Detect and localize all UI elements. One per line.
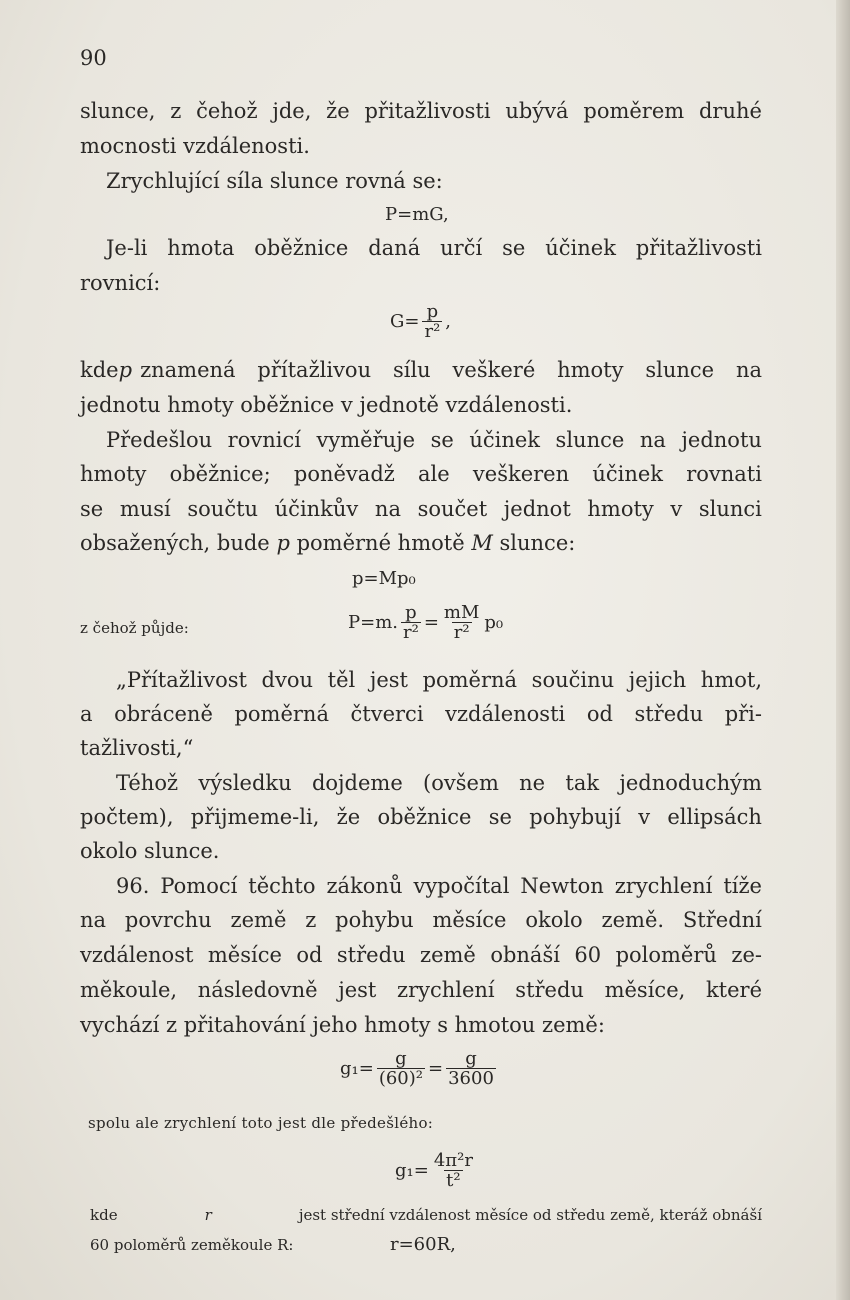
word: slunce: (499, 531, 576, 555)
fraction (377, 1050, 425, 1088)
text-line: z čehož půjde: (80, 619, 189, 637)
denominator: r² (424, 321, 441, 342)
denominator: t² (446, 1170, 461, 1191)
denominator: r² (402, 622, 419, 643)
text-line: spolu ale zrychlení toto jest dle předešlého: (88, 1114, 434, 1132)
fraction (432, 1152, 475, 1190)
eq-term: g₁= (395, 1160, 429, 1181)
eq-term: g₁= (340, 1058, 374, 1079)
denominator: r² (453, 622, 470, 643)
text-line: mocnosti vzdálenosti. (80, 134, 310, 158)
word: obsažených, bude (80, 531, 270, 555)
text-line: tažlivosti,“ (80, 736, 194, 760)
equation (348, 604, 503, 642)
fraction (422, 303, 442, 341)
numerator: mM (443, 602, 480, 623)
page-number: 90 (80, 46, 107, 70)
numerator: 4π²r (433, 1150, 473, 1171)
fraction (446, 1050, 496, 1088)
text-line: Je-li hmota oběžnice daná určí se účinek přitažlivosti (106, 236, 762, 260)
word: znamená přítažlivou sílu veškeré hmoty slunce na (140, 358, 762, 382)
text-line: a obráceně poměrná čtverci vzdálenosti od středu při- (80, 702, 762, 726)
text-line: hmoty oběžnice; poněvadž ale veškeren účinek rovnati (80, 462, 762, 486)
numerator: g (465, 1048, 477, 1069)
variable: p (276, 531, 290, 555)
variable: r (204, 1206, 212, 1224)
eq-term: = (428, 1058, 444, 1079)
text-line: na povrchu země z pohybu měsíce okolo země. Střední (80, 908, 762, 932)
eq-term: = (423, 612, 439, 633)
variable: M (471, 531, 493, 555)
text-line: vzdálenost měsíce od středu země obnáší 60 poloměrů ze- (80, 943, 762, 967)
text-line (80, 360, 762, 381)
text-line: jednotu hmoty oběžnice v jednotě vzdálenosti. (80, 393, 573, 417)
word: poměrné hmotě (296, 531, 465, 555)
text-line: 60 poloměrů zeměkoule R: (90, 1236, 294, 1254)
numerator: p (405, 602, 417, 623)
text-line: počtem), přijmeme-li, že oběžnice se pohybují v ellipsách (80, 805, 762, 829)
variable: p (118, 358, 133, 382)
text-line (80, 533, 575, 554)
fraction (442, 604, 482, 642)
page-edge (836, 0, 850, 1300)
word: jest střední vzdálenost měsíce od středu země, kteráž obnáší (298, 1206, 762, 1224)
text-line: se musí součtu účinkův na součet jednot hmoty v slunci (80, 497, 762, 521)
word: kde (90, 1206, 118, 1224)
text-line: rovnicí: (80, 271, 161, 295)
equation (395, 1152, 478, 1190)
text-line: Předešlou rovnicí vyměřuje se účinek slunce na jednotu (106, 428, 762, 452)
eq-term: , (445, 311, 452, 332)
text-line: okolo slunce. (80, 839, 220, 863)
eq-term: p₀ (484, 612, 504, 633)
equation: r=60R, (390, 1234, 456, 1255)
numerator: p (426, 301, 439, 322)
denominator: 3600 (448, 1068, 494, 1089)
text-line: měkoule, následovně jest zrychlení středu měsíce, které (80, 978, 762, 1002)
text-line: vychází z přitahování jeho hmoty s hmotou země: (80, 1013, 605, 1037)
word: kde (80, 358, 119, 382)
equation: p=Mp₀ (352, 568, 416, 589)
fraction (401, 604, 421, 642)
text-line: Zrychlující síla slunce rovná se: (106, 169, 443, 193)
equation (390, 303, 451, 341)
denominator: (60)² (378, 1068, 423, 1089)
text-line: Téhož výsledku dojdeme (ovšem ne tak jednoduchým (116, 771, 762, 795)
eq-term: P=m. (348, 612, 398, 633)
text-line: 96. Pomocí těchto zákonů vypočítal Newton zrychlení tíže (116, 874, 762, 898)
text-line (90, 1208, 762, 1223)
equation (340, 1050, 499, 1088)
equation: P=mG, (385, 204, 449, 225)
numerator: g (395, 1048, 407, 1069)
eq-term: G= (390, 311, 420, 332)
text-line: slunce, z čehož jde, že přitažlivosti ubývá poměrem druhé (80, 99, 762, 123)
text-line: „Přítažlivost dvou těl jest poměrná součinu jejich hmot, (116, 668, 762, 692)
